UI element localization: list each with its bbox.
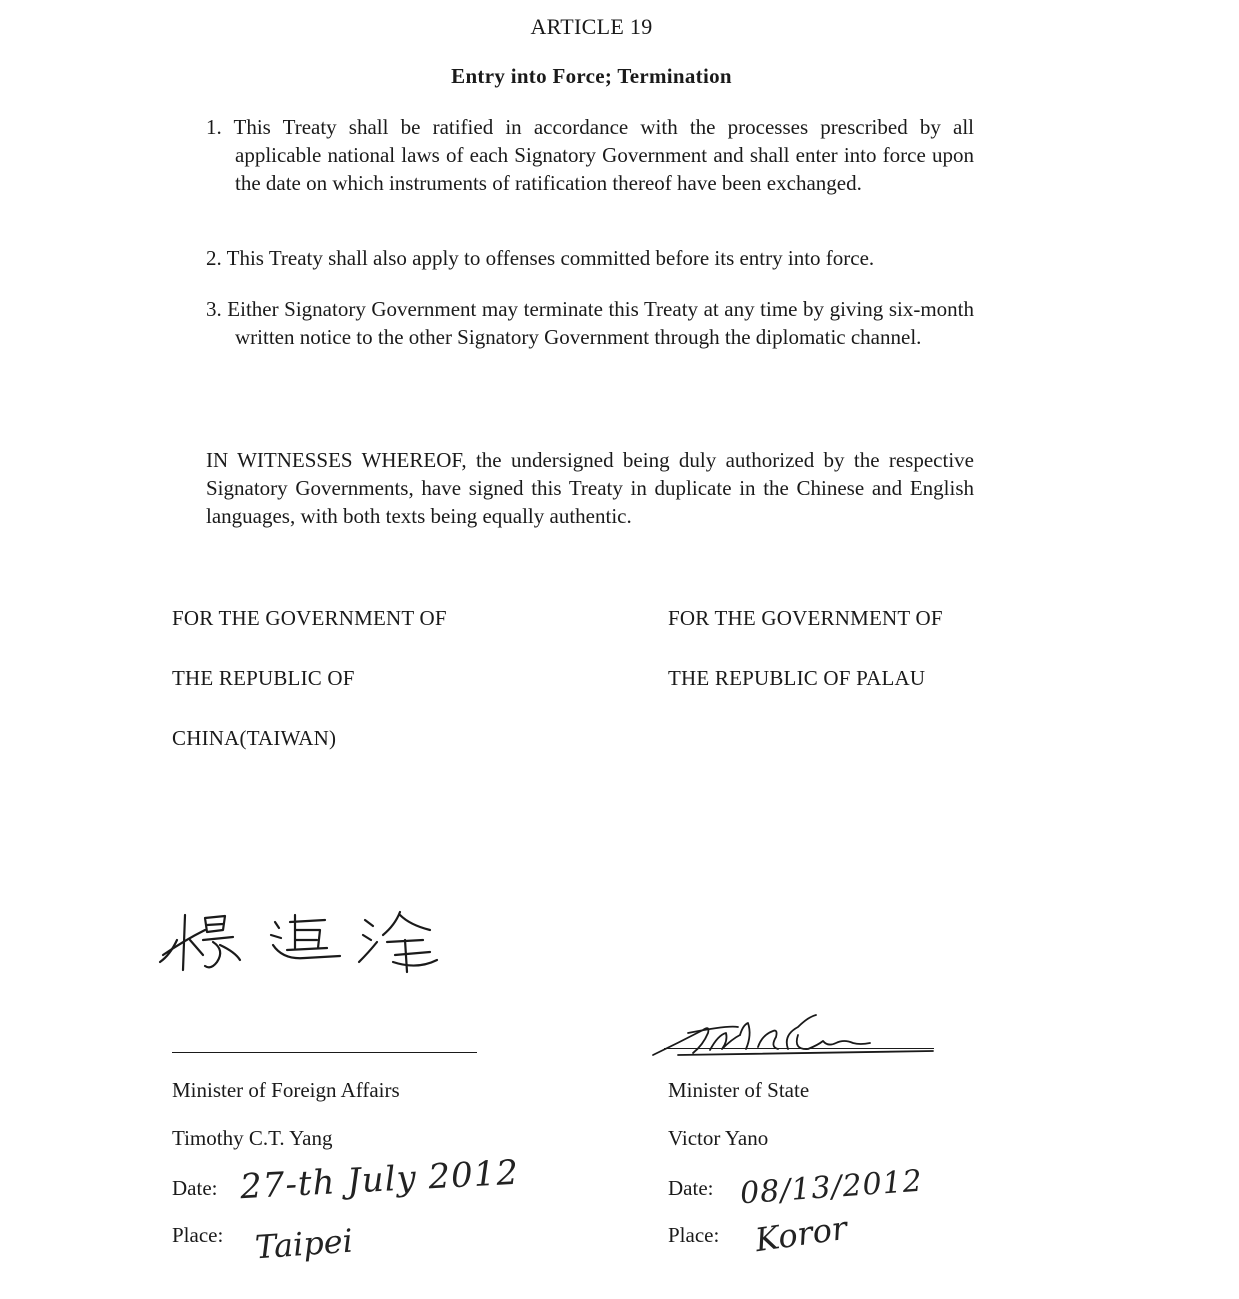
left-party-line-1: FOR THE GOVERNMENT OF xyxy=(172,606,447,630)
left-place-label: Place: xyxy=(172,1223,224,1247)
right-signature xyxy=(648,1005,938,1060)
right-signatory-title: Minister of State xyxy=(668,1078,810,1102)
left-party-line-2: THE REPUBLIC OF xyxy=(172,666,355,690)
left-place-value: Taipei xyxy=(253,1221,355,1267)
right-signatory-name: Victor Yano xyxy=(668,1126,769,1150)
left-signature-line xyxy=(172,1052,477,1053)
left-signatory-name: Timothy C.T. Yang xyxy=(172,1126,333,1150)
left-party-line-3: CHINA(TAIWAN) xyxy=(172,726,337,750)
right-date-value: 08/13/2012 xyxy=(739,1163,924,1212)
right-place-value: Koror xyxy=(752,1208,850,1260)
left-date-value: 27-th July 2012 xyxy=(239,1152,520,1208)
article-title: ARTICLE 19 xyxy=(530,14,653,39)
right-place-label: Place: xyxy=(668,1223,720,1247)
left-signatory-title: Minister of Foreign Affairs xyxy=(172,1078,400,1102)
article-subtitle: Entry into Force; Termination xyxy=(451,64,732,88)
left-signature xyxy=(155,900,445,980)
left-date-label: Date: xyxy=(172,1176,218,1200)
right-date-label: Date: xyxy=(668,1176,714,1200)
right-signature-line xyxy=(664,1048,934,1049)
clause-3: 3. Either Signatory Government may terminate this Treaty at any time by giving six-month written notice to the other Signatory Government through the diplomatic channel. xyxy=(206,297,974,349)
clause-2: 2. This Treaty shall also apply to offenses committed before its entry into force. xyxy=(206,246,875,270)
clause-1: 1. This Treaty shall be ratified in accordance with the processes prescribed by all applicable national laws of each Signatory Government and shall enter into force upon the date on which instruments of ratification thereof have been exchanged. xyxy=(206,115,974,195)
right-party-line-1: FOR THE GOVERNMENT OF xyxy=(668,606,943,630)
right-party-line-2: THE REPUBLIC OF PALAU xyxy=(668,666,926,690)
witness-paragraph: IN WITNESSES WHEREOF, the undersigned being duly authorized by the respective Signatory Governments, have signed this Treaty in duplicate in the Chinese and English languages, with both texts being equally authentic. xyxy=(206,448,974,528)
